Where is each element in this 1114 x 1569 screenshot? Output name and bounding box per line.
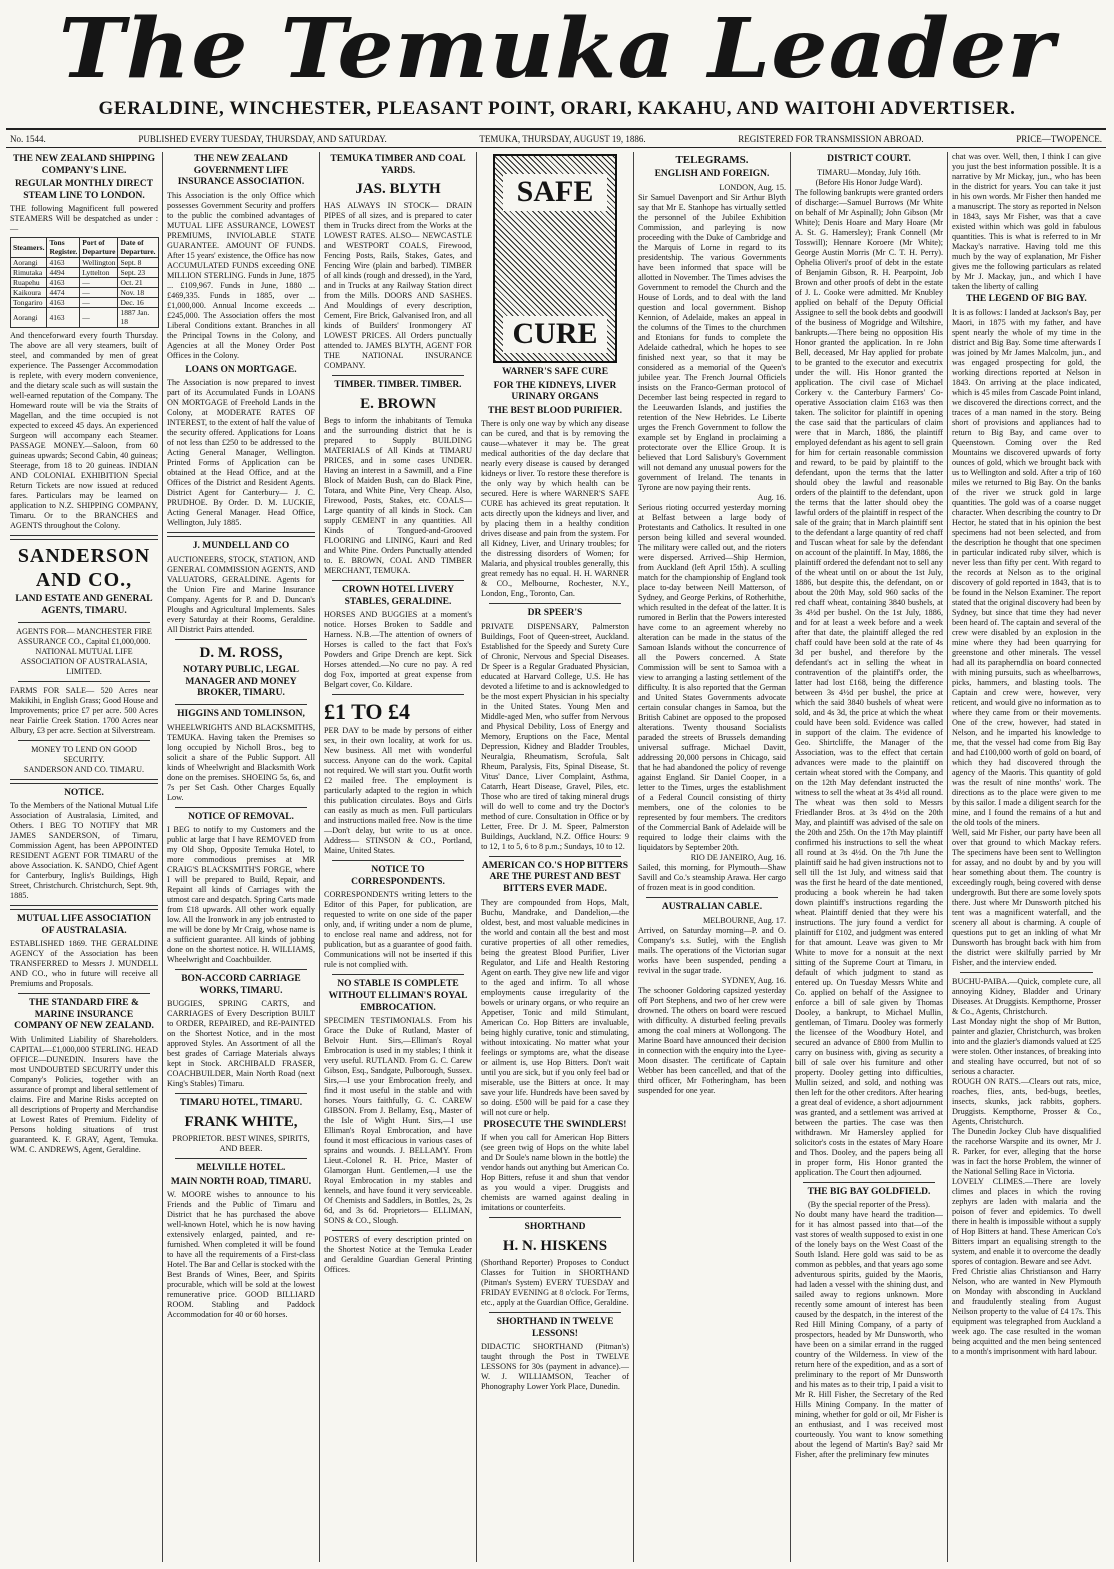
column-5 — [634, 152, 791, 1562]
ad-heading: LOANS ON MORTGAGE. — [185, 364, 297, 375]
ad-text: HORSES AND BUGGIES at a moment's notice. Horses Broken to Saddle and Harness. N.B.—The attention of owners of Horses is called to the fact that Fox's Powders and Gripe Drench are kept. Sick Horses attended.—No cure no pay. A red dog Fox, imported at great expense from Belgart cover, Co. Kildare. — [324, 610, 472, 690]
dateline: LONDON, Aug. 15. — [719, 182, 786, 192]
issue-price: PRICE—TWOPENCE. — [1016, 133, 1102, 144]
ad-text: FARMS FOR SALE— 520 Acres near Makikihi, in English Grass; Good House and Improvements; price £7 per acre. 500 Acres near Fairlie Creek Station. 1700 Acres near Albury, £3 per acre. Section at Silverstream. — [10, 685, 158, 735]
ad-signature: SANDERSON AND CO. TIMARU. — [23, 764, 145, 774]
section-heading: AUSTRALIAN CABLE. — [661, 901, 763, 912]
ad-text: They are compounded from Hops, Malt, Buchu, Mandrake, and Dandelion,—the oldest, best, and most valuable medicines in the world and contain all the best and most curative properties of all other remedies, being the greatest Blood Purifier, Liver Regulator, and Life and Health Restoring Agent on earth. They give new life and vigor to the aged and infirm. To all whose employments cause irregularity of the bowels or urinary organs, or who require an Appetiser, Tonic and mild Stimulant, American Co. Hop Bitters are invaluable, being highly curative, tonic and stimulating, without intoxicating. No matter what your feelings or symptoms are, what the disease or ailment is, use Hop Bitters. Don't wait until you are sick, but if you only feel bad or miserable, use the Bitters at once. It may save your life. Hundreds have been saved by so doing. £500 will be paid for a case they will not cure or help. — [481, 897, 629, 1117]
ad-heading: THE STANDARD FIRE & MARINE INSURANCE COMPANY OF NEW ZEALAND. — [14, 998, 154, 1032]
ad-heading: THE NEW ZEALAND GOVERNMENT LIFE INSURANCE ASSOCIATION. — [177, 154, 305, 188]
ad-top-line: SHORTHAND — [524, 1222, 586, 1233]
table-cell: 1887 Jan. 18 — [118, 308, 158, 327]
section-subheading: ENGLISH AND FOREIGN. — [654, 169, 770, 180]
article-text: Fred Christie alias Christianson and Harry Nelson, who are wanted in New Plymouth on Monday with absconding in Auckland and fraudulently stealing from August Neilson property to the value of £4 17s. This equipment was telegraphed from Auckland a week ago. The case resulted in the woman being acquitted and the men being sentenced to a month's imprisonment with hard labour. — [952, 1266, 1101, 1356]
ad-text: This Association is the only Office which possesses Government Security and proffers to the public the combined advantages of MUTUAL LIFE ASSURANCE, LOWEST PREMIUMS, INVIOLABLE STATE GUARANTEE. AMOUNT OF FUNDS. After 15 years' existence, the Office has now ACCUMULATED FUNDS exceeding ONE MILLION STERLING. Funds in June, 1875 ... £109,967. Funds in June, 1880 ... £469,335. Funds in 1885, over ... £1,000,000. Annual Income exceeds ... £245,000. The Association offers the most Liberal Conditions extant. Branches in all the Principal Towns in the Colony, and Agencies at all the Money Order Post Offices in the Colony. — [167, 190, 315, 360]
higgins-ad — [167, 709, 315, 803]
mundell-ad — [167, 541, 315, 635]
divider — [18, 993, 150, 994]
column-7 — [948, 152, 1105, 1562]
masthead — [0, 0, 1114, 98]
divider — [332, 860, 464, 861]
table-cell: Kaikoura — [11, 288, 47, 298]
divider — [646, 897, 778, 898]
ad-name: JAS. BLYTH — [355, 181, 441, 198]
table-cell: 4494 — [47, 267, 80, 277]
livery-ad — [324, 585, 472, 690]
ad-text: SPECIMEN TESTIMONIALS. From his Grace the Duke of Rutland, Master of Belvoir Hunt. Sirs,—Elliman's Royal Embrocation is used in my stables; I think it very useful. RUTLAND. From G. C. Carew Gibson, Esq., Sandgate, Pulborough, Sussex. Sirs,—I use your Embrocation freely, and find it most useful in the stable and with horses. Yours faithfully, G. C. CAREW GIBSON. From J. Bellamy, Esq., Master of the Isle of Wight Hunt. Sirs,—I use Elliman's Royal Embrocation, and have found it most efficacious in various cases of sprains and wounds. J. BELLAMY. From Lieut.-Colonel R. H. Price, Master of Glamorgan Hunt. Gentlemen,—I use the Royal Embrocation in my stables and kennels, and have found it very serviceable. Of Chemists and Saddlers, in Bottles, 2s, 2s 6d, and 3s 6d. Proprietors— ELLIMAN, SONS & CO., Slough. — [324, 1016, 472, 1226]
table-header: Port of Departure — [80, 238, 118, 257]
paragraph-ad: BUCHU-PAIBA.—Quick, complete cure, all annoying Kidney, Bladder and Urinary Diseases. At Druggists. Kempthorne, Prosser & Co., Agents, Christchurch. — [952, 976, 1101, 1016]
ad-text: To the Members of the National Mutual Life Association of Australasia, Limited, and Others. I BEG TO NOTIFY that MR JAMES SANDERSON, of Timaru, Commission Agent, has been APPOINTED RESIDENT AGENT FOR TIMARU of the above Association. K. SANDO, Chief Agent for Canterbury, Inglis's Buildings, High Street, Christchurch. Christchurch, Sept. 9th, 1885. — [10, 801, 158, 901]
ad-heading: £1 TO £4 — [324, 699, 410, 725]
divider — [175, 807, 307, 808]
sanderson-ad — [10, 544, 158, 775]
divider — [175, 1093, 307, 1094]
article-text: The Dunedin Jockey Club have disqualified the racehorse Warspite and its owner, Mr J. R. Parker, for ever, alleging that the horse was in fact the horse Problem, the winner of the National Selling Race in Victoria. — [952, 1126, 1101, 1176]
article-text: Arrived, on Saturday morning—P. and O. Company's s.s. Sutlej, with the English mails. The operations of the Victorian sugar works have been suspended, pending a revival in the sugar trade. — [638, 925, 786, 975]
ad-heading: NOTICE OF REMOVAL. — [188, 811, 294, 822]
ad-text: If when you call for American Hop Bitters (see green twig of Hops on the white label and Dr Soule's name blown in the bottle) the vendor hands out anything but American Co. Hop Bitters, refuse it and shun that vendor as you would a viper. Druggists and chemists are warned against dealing in imitations or counterfeits. — [481, 1133, 629, 1213]
standard-fire-ad — [10, 998, 158, 1155]
dateline-bar — [6, 128, 1106, 148]
twelve-lessons-ad — [481, 1317, 629, 1392]
elliman-ad — [324, 979, 472, 1226]
dateline: MELBOURNE, Aug. 17. — [702, 915, 786, 925]
byline: (By the special reporter of the Press). — [807, 1200, 931, 1210]
ad-text: DIDACTIC SHORTHAND (Pitman's) taught through the Post in TWELVE LESSONS for 30s (payment in advance).—W. J. WILLIAMSON, Teacher of Phonography Lower York Place, Dunedin. — [481, 1342, 629, 1392]
ad-heading: HIGGINS AND TOMLINSON, — [177, 708, 305, 719]
ad-heading: NOTICE. — [64, 787, 104, 798]
divider — [332, 375, 464, 376]
section-heading: THE BIG BAY GOLDFIELD. — [807, 1186, 931, 1197]
table-cell: Rimutaka — [11, 267, 47, 277]
safe-cure-illustration — [493, 154, 617, 363]
safe-cure-ad — [481, 154, 629, 599]
table-cell: Tongariro — [11, 298, 47, 308]
divider — [332, 1230, 464, 1231]
ad-heading: BON-ACCORD CARRIAGE WORKS, TIMARU. — [181, 974, 301, 996]
section-subheading: THE LEGEND OF BIG BAY. — [966, 294, 1087, 304]
blyth-ad — [324, 154, 472, 371]
table-cell: 4163 — [47, 257, 80, 267]
ad-heading: D. M. ROSS, — [199, 644, 283, 661]
table-cell: Wellington — [80, 257, 118, 267]
table-row — [11, 257, 159, 267]
paragraph-ad: ROUGH ON RATS.—Clears out rats, mice, roaches, flies, ants, bed-bugs, beetles, insects, skunks, jack rabbits, gophers. Druggists. Kempthorne, Prosser & Co., Agents, Christchurch. — [952, 1076, 1101, 1126]
ad-heading: TIMARU HOTEL, TIMARU. — [179, 1098, 303, 1109]
govt-insurance-ad — [167, 154, 315, 361]
ad-heading: TEMUKA TIMBER AND COAL YARDS. — [330, 154, 466, 176]
table-row — [11, 277, 159, 287]
melville-hotel-ad — [167, 1163, 315, 1320]
ad-text: MONEY TO LEND ON GOOD SECURITY. — [31, 744, 137, 764]
table-cell: Dec. 16 — [118, 298, 158, 308]
court-judge: (Before His Honor Judge Ward). — [815, 177, 923, 187]
table-cell: Nov. 18 — [118, 288, 158, 298]
correspondents-notice — [324, 865, 472, 970]
ad-heading: J. MUNDELL AND CO — [192, 541, 290, 552]
divider — [10, 779, 158, 784]
table-cell: Aorangi — [11, 257, 47, 267]
divider — [10, 535, 158, 540]
paragraph-ad: LOVELY CLIMES.—There are lovely climes and places in which the roving zephyrs are laden with malaria and the poison of fever and epidemics. To dwell there in health is impossible without a supply of Hop Bitters at hand. These American Co's Bitters impart an equalising strength to the system, and enable it to overcome the deadly spores of contagion. Beware and see Advt. — [952, 1176, 1101, 1266]
table-cell: 4163 — [47, 277, 80, 287]
ad-top-line: TIMBER. TIMBER. TIMBER. — [334, 380, 462, 391]
ross-ad — [167, 644, 315, 700]
article-text: Sailed, this morning, for Plymouth—Shaw Savill and Co.'s steamship Arawa. Her cargo of frozen meat is in good condition. — [638, 862, 786, 892]
ad-text: POSTERS of every description printed on the Shortest Notice at the Temuka Leader and Geraldine Guardian General Printing Offices. — [324, 1235, 472, 1275]
ad-subheading: REGULAR MONTHLY DIRECT STEAM LINE TO LONDON. — [14, 179, 154, 201]
ad-text: HAS ALWAYS IN STOCK— DRAIN PIPES of all sizes, and is prepared to cater them in Trucks direct from the Works at the LOWEST RATES. ALSO— NEWCASTLE and WESTPORT COALS, Firewood, Fencing Posts, Rails, Stakes, Gates, and Fencing Wire (plain and barbed). TIMBER of all kinds (rough and dressed), in the Yard, and in Trucks at any Railway Station direct from the Mills. DOORS AND SASHES. And Mouldings of every description, Cement, Fire Brick, Galvanised Iron, and all kinds of Builders' Ironmongery AT LOWEST PRICES. All Orders punctually attended to. JAMES BLYTH, AGENT FOR THE NATIONAL INSURANCE COMPANY. — [324, 201, 472, 371]
ad-subheading: THE BEST BLOOD PURIFIER. — [488, 405, 622, 416]
ad-heading: MUTUAL LIFE ASSOCIATION OF AUSTRALASIA. — [17, 914, 151, 936]
table-cell: — — [80, 277, 118, 287]
ad-text: NOTARY PUBLIC, LEGAL MANAGER AND MONEY BROKER, TIMARU. — [182, 665, 300, 699]
table-row — [11, 288, 159, 298]
ad-heading: CROWN HOTEL LIVERY STABLES, GERALDINE. — [341, 585, 455, 607]
ad-text: (Shorthand Reporter) Proposes to Conduct Classes for Tuition in SHORTHAND (Pitman's System) EVERY TUESDAY and FRIDAY EVENING at 8 o'clock. For Terms, etc., apply at the Guardian Office, Geraldine. — [481, 1258, 629, 1308]
column-1 — [6, 152, 163, 1562]
ad-text: AGENTS FOR— MANCHESTER FIRE ASSURANCE CO., Capital £1,000,000. NATIONAL MUTUAL LIFE ASSOCIATION OF AUSTRALASIA, LIMITED. — [16, 626, 152, 676]
divider — [175, 969, 307, 970]
table-cell: Ruapehu — [11, 277, 47, 287]
section-heading: TELEGRAMS. — [675, 154, 749, 166]
table-cell: — — [80, 308, 118, 327]
ad-subheading: LAND ESTATE AND GENERAL AGENTS, TIMARU. — [15, 594, 153, 616]
safe-label: SAFE — [503, 174, 607, 211]
ad-text: There is only one way by which any disease can be cured, and that is by removing the cause—whatever it may be. The great medical authorities of the day declare that nearly every disease is caused by deranged kidneys or liver. To restore these therefore is the only way by which health can be secured. Here is where WARNER'S SAFE CURE has achieved its great reputation. It acts directly upon the kidneys and liver, and by placing them in a healthy condition drives disease and pain from the system. For all Kidney, Liver, and Urinary troubles; for the distressing disorders of Women; for Malaria, and physical troubles generally, this great remedy has no equal. H. H. WARNER & CO., Melbourne, Rochester, N.Y., London, Eng., Toronto, Can. — [481, 419, 629, 599]
ad-proprietor: FRANK WHITE, — [184, 1113, 298, 1130]
dateline: RIO DE JANEIRO, Aug. 16. — [690, 852, 786, 862]
ad-heading: SANDERSON AND CO., — [17, 544, 151, 591]
ad-text: WHEELWRIGHTS AND BLACKSMITHS, TEMUKA. Having taken the Premises so long occupied by Nicholl Bros., beg to solicit a share of the Public Support. All kinds of Wheelwright and Blacksmith Work done on the premises. SHOEING 5s, 6s, and 7s per Set Cash. Other Charges Equally Low. — [167, 722, 315, 802]
ad-name: E. BROWN — [360, 396, 436, 413]
ad-heading: SHORTHAND IN TWELVE LESSONS! — [496, 1317, 614, 1339]
issue-number: No. 1544. — [10, 133, 46, 144]
ad-heading: DR SPEER'S — [527, 608, 583, 619]
ad-text: PER DAY to be made by persons of either sex, in their own locality, at work for us. New business. All met with wonderful success. Anyone can do the work. Capital not required. We will start you. Outfit worth £2 mailed free. The employment is particularly adapted to the region in which this publication circulates. Boys and Girls can easily as much as men. Full particulars and instructions mailed free. Now is the time—Don't delay, but write to us at once. Address— STINSON & CO., Portland, Maine, United States. — [324, 726, 472, 856]
ad-name: H. N. HISKENS — [502, 1237, 608, 1254]
speer-ad — [481, 608, 629, 852]
publication-schedule: PUBLISHED EVERY TUESDAY, THURSDAY, AND SATURDAY. — [138, 133, 387, 144]
table-cell: Oct. 21 — [118, 277, 158, 287]
ad-text: ESTABLISHED 1869. THE GERALDINE AGENCY of the Association has been TRANSFERRED to Messrs J. MUNDELL AND CO., who in future will receive all Premiums and Proposals. — [10, 939, 158, 989]
ad-text: W. MOORE wishes to announce to his Friends and the Public of Timaru and District that he has purchased the above well-known Hotel, which he is now having extensively enlarged, painted, and re-furnished. When completed it will be found to have all the requirements of a First-class Hotel. The Bar and Cellar is stocked with the Best Brands of Wines, Beer, and Spirits procurable, which will be sold at the lowest remunerative price. GOOD BILLIARD ROOM. Stabling and Paddock Accommodation for 40 or 60 horses. — [167, 1190, 315, 1320]
divider — [18, 622, 150, 623]
ad-text: I BEG to notify to my Customers and the public at large that I have REMOVED from my Old Shop, Opposite Temuka Hotel, to more commodious premises at MR CRAIG'S BLACKSMITH'S FORGE, where I will be prepared to Build, Repair, and Repaint all kinds of Carriages with the utmost care and despatch. Spring Carts made from £18 upwards. All other work equally low. All the Ironwork in any job entrusted to me will be done by Mr Craig, whose name is a sufficient guarantee. All kinds of jobbing done on the shortest notice. H. WILLIAMS, Wheelwright and Coachbuilder. — [167, 825, 315, 965]
loans-ad — [167, 365, 315, 529]
ad-text: AUCTIONEERS, STOCK, STATION, AND GENERAL COMMISSION AGENTS, AND VALUATORS, GERALDINE. Agents for the Union Fire and Marine Insurance Company. Agents for P. and D. Duncan's Ploughs and Agricultural Implements. Sales every Saturday at their Rooms, Geraldine. All District Pairs attended. — [167, 554, 315, 634]
column-3 — [320, 152, 477, 1562]
divider — [489, 603, 621, 604]
divider — [18, 740, 150, 741]
ad-text: BUGGIES, SPRING CARTS, and CARRIAGES of Every Description BUILT to ORDER, REPAIRED, and RE-PAINTED on the Shortest Notice, and in the most approved Styles. An Assortment of all the best grades of Carriage Materials always kept in Stock. ARCHIBALD FRASER, COACHBUILDER, Main North Road (next King's Stables) Timaru. — [167, 999, 315, 1089]
carriage-works-ad — [167, 974, 315, 1089]
notice-ad — [10, 788, 158, 902]
dateline: Aug. 16. — [757, 492, 786, 502]
ad-heading: NOTICE TO CORRESPONDENTS. — [351, 865, 445, 887]
article-text: Sir Samuel Davenport and Sir Arthur Blyth say that Mr E. Stanhope has virtually settled the personnel of the Jubilee Exhibition Commission, and parleying is now proceeding with the Duke of Cambridge and the Marquis of Lorne in regard to its presidentship. The various Governments have been informed that space will be allotted in November. The Times advises the Government to remodel the Church and the House of Lords, and to deal with the land question and local government. Bishop Kennion, of Adelaide, makes an appeal in the columns of the Times to the churchmen and Etonians for funds to complete the Adelaide cathedral, which he hopes to see finished next year, so that it may be considered as a memorial of the Queen's jubilee year. The French Journal Officiels insists on the Franco-German protocol of December last being respected in regard to the Leeuwarden Islands, and justifies the retention of the New Hebrides. Le Liberte urges the French Government to follow the example set by England in proclaiming a protectorate over the Ellice Group. It is believed that Lord Salisbury's Government will not demand any unusual powers for the government of Ireland. The tenants in Tyrone are now paying their rents. — [638, 192, 786, 492]
column-4 — [477, 152, 634, 1562]
ad-heading: WARNER'S SAFE CURE — [501, 367, 609, 377]
ad-heading: AMERICAN CO.'S HOP BITTERS ARE THE PUREST AND BEST BITTERS EVER MADE. — [481, 860, 629, 895]
table-cell: Sept. 8 — [118, 257, 158, 267]
table-header-row — [11, 238, 159, 257]
divider — [332, 694, 464, 695]
column-6 — [791, 152, 948, 1562]
table-cell: — — [80, 298, 118, 308]
ad-subheading: MAIN NORTH ROAD, TIMARU. — [170, 1176, 312, 1187]
table-cell: Sept. 23 — [118, 267, 158, 277]
table-header: Steamers. — [11, 238, 47, 257]
issue-date: TEMUKA, THURSDAY, AUGUST 19, 1886. — [479, 133, 646, 144]
masthead-subtitle: GERALDINE, WINCHESTER, PLEASANT POINT, ORARI, KAKAHU, AND WAITOHI ADVERTISER. — [98, 98, 1016, 119]
section-heading: DISTRICT COURT. — [827, 154, 911, 164]
table-cell: 4474 — [47, 288, 80, 298]
article-text: The following bankrupts were granted orders of discharge:—Samuel Burrows (Mr White on behalf of Mr Aspinall); John Gibson (Mr White); Denis Hoare and Mary Hoare (Mr A. St. G. Hamersley); Frank Connell (Mr Tosswill); Hennare Koroere (Mr White); George Austin Morris (Mr C. T. H. Perry). Ophelia Oliveri's proof of debt in the estate of Benjamin Gibson, R. H. Pearpoint, Job Brown and other proofs of debt in the estate of J. L. Cooke were admitted. Mr Knubley applied on behalf of the Deputy Official Assignee to sell the book debts and goodwill of the business of Mogridge and Wiltshire, bankrupts.—There being no opposition His Honor granted the application. In re John Bell, deceased, Mr Hay applied for probate to be granted to the executor and executrix under the will. His Honor granted the application. The civil case of Michael Corkery v. the Canterbury Farmers' Co-operative Association claim £163 was then taken. The solicitor for plaintiff in opening the case said that the particulars of claim were that in March, 1886, the plaintiff employed defendant as his agent to sell grain for him for certain reasonable commission and reward, to be paid by plaintiff to the defendant, upon the terms that the latter should obey the lawful and reasonable orders of the plaintiff to the defendant, upon the terms that the latter should obey the lawful orders of the plaintiff in respect of the sale of the grain; that in March plaintiff sent to the defendant a large quantity of red chaff and Tuscan wheat for sale by the defendant on account of the plaintiff. In May, 1886, the plaintiff ordered the defendant not to sell any of the wheat until on or about the 1st July, 1886, but despite this, the defendant, on or about the 20th May, sold 960 sacks of the red chaff wheat, containing 3840 bushels, at 3s 4½d per bushel. On the 1st July, 1886, and for at least a week before and a week after that date, the plaintiff alleged the red chaff could have been sold at the rate of 4s 3d per bushel, and therefore by the defendant's act in selling the wheat in contravention of the plaintiff's order, the latter had lost £168, being the difference between 3s 4½d per bushel, the price at which the said 3840 bushels of wheat were sold, and 4s 3d, the price at which the wheat could have been sold. Evidence was called in support of the claim. The evidence of Geo. Shirtcliffe, the Manager of the Association, was to the effect that certain advances were made to the plaintiff on certain wheat stored with the Company, and on the 12th May defendant instructed the witness to sell the wheat at 3s 4½d all round. The wheat was then sold to Messrs Friedlander Bros. at 3s 4½d on the 20th May, and plaintiff was advised of the sale on the 20th and 25th. On the 17th May plaintiff confirmed his instructions to sell the wheat all round at 3s 4½d. On the 7th June the plaintiff said he had given instructions not to sell till the 1st July, and witness said that was the first he heard of the date mentioned, producing a book wherein he had taken down plaintiff's instructions regarding the wheat. Plaintiff denied that they were his instructions. The jury found a verdict for plaintiff for £102, and judgment was entered for that amount. Leave was given to Mr White to move for a nonsuit at the next sitting of the Supreme Court at Timaru, in default of which judgment to stand as entered up. On Tuesday Messrs White and Co. applied on behalf of the Assignee to enforce a bill of sale given by Thomas Dooley, a bankrupt, to Michael Mullin, gentleman, of Timaru. Dooley was formerly the licensee of the Woodbury Hotel, and secured an advance of £800 from Mullin to carry on business with, giving as security a bill of sale over his furniture and other property. Dooley getting into difficulties, Mullin seized, and sold, and nothing was then left for the other creditors. After hearing a great deal of evidence, a short adjournment was granted, and a settlement was arrived at between the parties. The case was then withdrawn. Mr Hamersley applied for solicitor's costs in the estates of Mary Hoare and Thos. Dooley, and the papers being all in proper form, His Honor granted the application. The Court then adjourned. — [795, 187, 944, 1177]
ad-text: And thenceforward every fourth Thursday. The above are all very steamers, built of steel, and commanded by men of great experience. The Passenger Accommodation is replete, with every modern convenience, and the dietary scale such as will sustain the well-earned reputation of the Company. The Homeward route will be via the Straits of Magellan, and the time occupied is not expected to exceed 45 days. An experienced Surgeon will accompany each Steamer. PASSAGE MONEY.—Saloon, from 60 guineas upwards; Second Cabin, 40 guineas; Steerage, from 18 to 20 guineas. INDIAN AND COLONIAL EXHIBITION Special Return Tickets are now issued at reduced fares. Particulars may be learned on application to N.Z. SHIPPING COMPANY, Timaru. Or to the BRANCHES and AGENTS throughout the Colony. — [10, 330, 158, 530]
dateline: SYDNEY, Aug. 16. — [721, 975, 786, 985]
earnings-ad — [324, 699, 472, 856]
hop-bitters-ad — [481, 861, 629, 1213]
article-text: Last Monday night the shop of Mr Button, painter and glazier, Christchurch, was broken into and the glazier's diamonds valued at £25 were stolen. Other instances, of breaking into and stealing have occurred, but not of so serious a character. — [952, 1016, 1101, 1076]
ad-heading: THE NEW ZEALAND SHIPPING COMPANY'S LINE. — [12, 154, 156, 176]
court-date: TIMARU—Monday, July 16th. — [817, 167, 921, 177]
mutual-life-ad — [10, 914, 158, 989]
ad-text: The Association is now prepared to invest part of its Accumulated Funds in LOANS ON MORTGAGE of Freehold Lands in the Colony, at MODERATE RATES OF INTEREST, to the extent of half the value of the security offered. Applications for Loans of not less than £250 to be addressed to the Acting General Manager, Wellington. Printed Forms of Application can be obtained at the Head Office, and at the Offices of the District and Resident Agents. District Agent for Canterbury— J. C. PRUDHOE. By Order. D. M. LUCKIE, Acting General Manager. Head Office, Wellington, July 1885. — [167, 378, 315, 528]
article-text: It is as follows: I landed at Jackson's Bay, per Maori, in 1875 with my father, and have spent nearly the whole of my time in the district and Big Bay. Some time afterwards I was joined by Mr James Malcolm, jun., and was engaged prospecting for gold, the working directions reported at Nelson in 1843. On arriving at the place indicated, which is 45 miles from Cascade Point inland, we discovered the directions correct, and the traces of a man named in the story. Being short of provisions and appliances had to return to Big Bay, and came over to Queenstown. Coming over the Red Mountains we discovered upwards of forty ounces of gold, which we brought back with us to Wellington and sold. After a trip of 160 miles we returned to Big Bay. On the banks of the river we struck gold in large quantities. The gold was of a coarse nugget character. When describing the country to Dr Hector, he stated that in his opinion the best specimens had not been selected, and from the description he thought that one specimen in particular indicated ruby silver, which is never less than fifty per cent. With regard to the records at Nelson as to the original discovery of gold reported in 1843, that is to be found in the Nelson Examiner. The report stated that the original discovery had been by Sydney, but since that time they had never been heard of. The captain and several of the crew were disabled by an explosion in the mine where they had been quarrying for greenstone and other minerals. The vessel had all its parapherndlia on board connected with mining pursuits, such as wheelbarrows, picks, hammers, and blasting tools. The Captain and crew were, however, very reticent, and would give no information as to where they came from or their movements. One of the crew, however, had stated in Nelson, and he imparted his knowledge to me, that the vessel had come from Big Bay and had £100,000 worth of gold on board, of which they had discovered through the agency of the Maoris. This quantity of gold was the result of nine months' work. The directions as to the place were given to me by this sailor. I made a diligent search for the mine, and I found the remains of a hut and the old tools of the miners. — [952, 307, 1101, 827]
divider — [960, 972, 1093, 973]
shorthand-ad — [481, 1222, 629, 1308]
table-cell: Lyttelton — [80, 267, 118, 277]
ad-heading: MELVILLE HOTEL. — [196, 1163, 286, 1174]
divider — [175, 1158, 307, 1159]
article-text: Serious rioting occurred yesterday morning at Belfast between a large body of Protestants and Catholics. It resulted in one person being killed and several wounded. The military were called out, and the rioters were dispersed. Arrived—Ship Hermion, from Auckland (left April 15th). A sculling match for the championship of England took place to-day between Neill Matterson, of Sydney, and George Perkins, of Rotherhithe, which resulted in the defeat of the latter. It is rumored in Berlin that the Powers interested have come to an agreement whereby no alteration can be made in the status of the Samoan Islands without the concurrence of all the Powers concerned. A State Commission will be sent to Samoa with a view to arranging a lasting settlement of the difficulty. It is also reported that the German and United States Governments advocate certain consular changes in Samoa, but the British Cabinet are opposed to the proposed alterations. Twenty thousand Socialists paraded the streets of Brussels demanding universal suffrage. Michael Davitt, addressing 20,000 persons in Chicago, said that he had abandoned the policy of revenge against England. Sir Daniel Cooper, in a letter to the Times, urges the establishment of a Federal Council consisting of thirty members, one of the colonies to be represented by four members. The creditors of the Commercial Bank of Adelaide will be required to lodge their claims with the liquidators by September 20th. — [638, 502, 786, 852]
cure-label: CURE — [503, 316, 607, 353]
posters-ad — [324, 1235, 472, 1275]
ad-text: PRIVATE DISPENSARY, Palmerston Buildings, Foot of Queen-street, Auckland. Established for the Speedy and Surety Cure of Chronic, Nervous and Special Diseases. Dr Speer is a Regular Graduated Physician, educated at Harvard College, U.S. He has devoted a lifetime to and is acknowledged to be the most expert Physician in his specialty in the United States. Young Men and Middle-aged Men, who suffer from Nervous and Physical Debility, Loss of Energy and Memory, Eruptions on the Face, Mental Depression, Kidney and Bladder Troubles, Neuralgia, Rheumatism, Scrofula, Salt Rheum, Paralysis, Fits, Spinal Disease, St. Vitus' Dance, Liver Complaint, Asthma, Catarrh, Heart Disease, Gravel, Piles, etc. Those who are tired of taking mineral drugs will do well to come and try the Doctor's method of cure. Consultation in Office or by Letter, Free. Dr J. M. Speer, Palmerston Buildings, Auckland, N.Z. Office Hours: 9 to 12, 1 to 5, 6 to 8 p.m.; Sundays, 10 to 12. — [481, 621, 629, 851]
table-row — [11, 298, 159, 308]
divider — [332, 580, 464, 581]
table-header: Date of Departure. — [118, 238, 158, 257]
timaru-hotel-ad — [167, 1098, 315, 1154]
article-text: chat was over. Well, then, I think I can give you just the best information possible. It is a narrative by Mr Mickay, jun., who has been in the district for years. You can take it just in his own words. Mr Fisher then handed me a manuscript. The story as reported in Nelson in 1843, says Mr Fisher, was that a cave existed within which was gold in fabulous quantities. This is what is referred to in Mr Mackay's narrative. Having told me this much by the way of explanation, Mr Fisher gives me the following particulars as related by Mr J. Mackay, jun., and which I have taken the liberty of calling — [952, 152, 1102, 291]
divider — [175, 704, 307, 705]
divider — [803, 1182, 935, 1183]
divider — [10, 905, 158, 910]
table-header: Tons Register. — [47, 238, 80, 257]
column-2 — [163, 152, 320, 1562]
brown-ad — [324, 380, 472, 576]
divider — [489, 1312, 621, 1313]
ad-heading: NO STABLE IS COMPLETE WITHOUT ELLIMAN'S ROYAL EMBROCATION. — [328, 979, 468, 1013]
divider — [18, 681, 150, 682]
article-text: The schooner Goldoring capsized yesterday off Port Stephens, and two of her crew were drowned. The others on board were rescued with difficulty. A disturbed feeling prevails among the coal miners at Wollongong. The Marine Board have announced their decision in connection with the enquiry into the Lyee-Moon disaster. The certificate of Captain Webber has been cancelled, and that of the third officer, Mr Fotheringham, has been suspended for one year. — [638, 985, 786, 1095]
divider — [175, 639, 307, 640]
table-cell: 4163 — [47, 308, 80, 327]
ad-text: Begs to inform the inhabitants of Temuka and the surrounding district that he is prepared to Supply BUILDING MATERIALS of All Kinds at TIMARU PRICES, and in some cases UNDER. Having an interest in a Sawmill, and a Fine Block of Maiden Bush, can do Black Pine, Totara, and White Pine, Very Cheap. Also, Firewood, Posts, Stakes, etc. COALS—Large quantity of all kinds in Stock. Can supply CEMENT in any quantities. All Kinds of Tongued-and-Grooved FLOORING and LINING, Kauri and Red and White Pine. Orders Punctually attended to. E. BROWN, COAL AND TIMBER MERCHANT, TEMUKA. — [324, 416, 472, 576]
table-row — [11, 267, 159, 277]
divider — [167, 532, 315, 537]
removal-ad — [167, 812, 315, 966]
steamers-table — [10, 237, 159, 327]
ad-subheading: FOR THE KIDNEYS, LIVER URINARY ORGANS — [493, 380, 617, 403]
table-cell: Aorangi — [11, 308, 47, 327]
article-text: No doubt many have heard the tradition—for it has almost passed into that—of the vast stores of wealth supposed to exist in one of the lonely bays on the West Coast of the South Island. Here gold was said to be as common as pebbles, and that years ago some adventurous spirits, guided by the Maoris, had laden a vessel with the shining dust, and sailed away to regions unknown. More recently some amount of interest has been caused by the despatch, in the interest of the Red Hill Mining Company, of a party of prospectors, headed by Mr Dunsworth, who have been on a similar errand in the rugged country of the Wilderness. In view of the return here of the expedition, and as a sort of preliminary to the report of Mr Dunsworth and his mates as to their trip, I paid a visit to Mr R. Hill Fisher, the Secretary of the Red Hills Mining Company. In the matter of mining, whether for gold or oil, Mr Fisher is an enthusiast, and I was received most courteously. You want to know something about the legend of Martin's Bay? said Mr Fisher, after the preliminary few minutes — [795, 1210, 943, 1460]
ad-text: With Unlimited Liability of Shareholders. CAPITAL—£1,000,000 STERLING. HEAD OFFICE—DUNEDIN. Insurers have the most UNDOUBTED SECURITY under this Company's Policies, together with an assurance of prompt and liberal settlement of claims. Fire and Marine Risks accepted on all descriptions of Property and Merchandise at Lowest Rates of Premium. Fidelity of Persons holding situations of trust guaranteed. K. F. GRAY, Agent, Temuka. WM. C. ANDREWS, Agent, Geraldine. — [10, 1034, 158, 1154]
ad-text: CORRESPONDENTS writing letters to the Editor of this Paper, for publication, are requested to write on one side of the paper only, and, if writing under a nom de plume, to enclose real name and address, not for publication, but as a guarantee of good faith. Communications will not be inserted if this rule is not complied with. — [324, 890, 472, 970]
columns — [6, 152, 1108, 1562]
table-cell: — — [80, 288, 118, 298]
masthead-title: The Temuka Leader — [58, 1, 1056, 97]
ad-text: PROPRIETOR. BEST WINES, SPIRITS, AND BEER. — [172, 1134, 310, 1154]
ad-text: THE following Magnificent full powered STEAMERS Will be despatched as under :— — [10, 204, 158, 234]
table-row — [11, 308, 159, 327]
table-cell: 4163 — [47, 298, 80, 308]
divider — [332, 974, 464, 975]
divider — [489, 856, 621, 857]
shipping-ad — [10, 154, 158, 531]
registration-notice: REGISTERED FOR TRANSMISSION ABROAD. — [738, 133, 924, 144]
divider — [489, 1217, 621, 1218]
ad-subheading: PROSECUTE THE SWINDLERS! — [483, 1119, 627, 1130]
article-text: Well, said Mr Fisher, our party have been all over that ground to which Mackay refers. The specimens have been sent to Wellington for assay, and no doubt by and by you will hear something about them. The country is exceedingly rough, being covered with dense undergrowth. But there are some lovely spots there. Just where Mr Dunsworth pitched his tent was a magnificent waterfall, and the scenery all about is charming. A couple of questions put to get an inkling of what Mr Dunsworth has brought back with him from the district were skilfully parried by Mr Fisher, and the interview ended. — [952, 827, 1101, 967]
